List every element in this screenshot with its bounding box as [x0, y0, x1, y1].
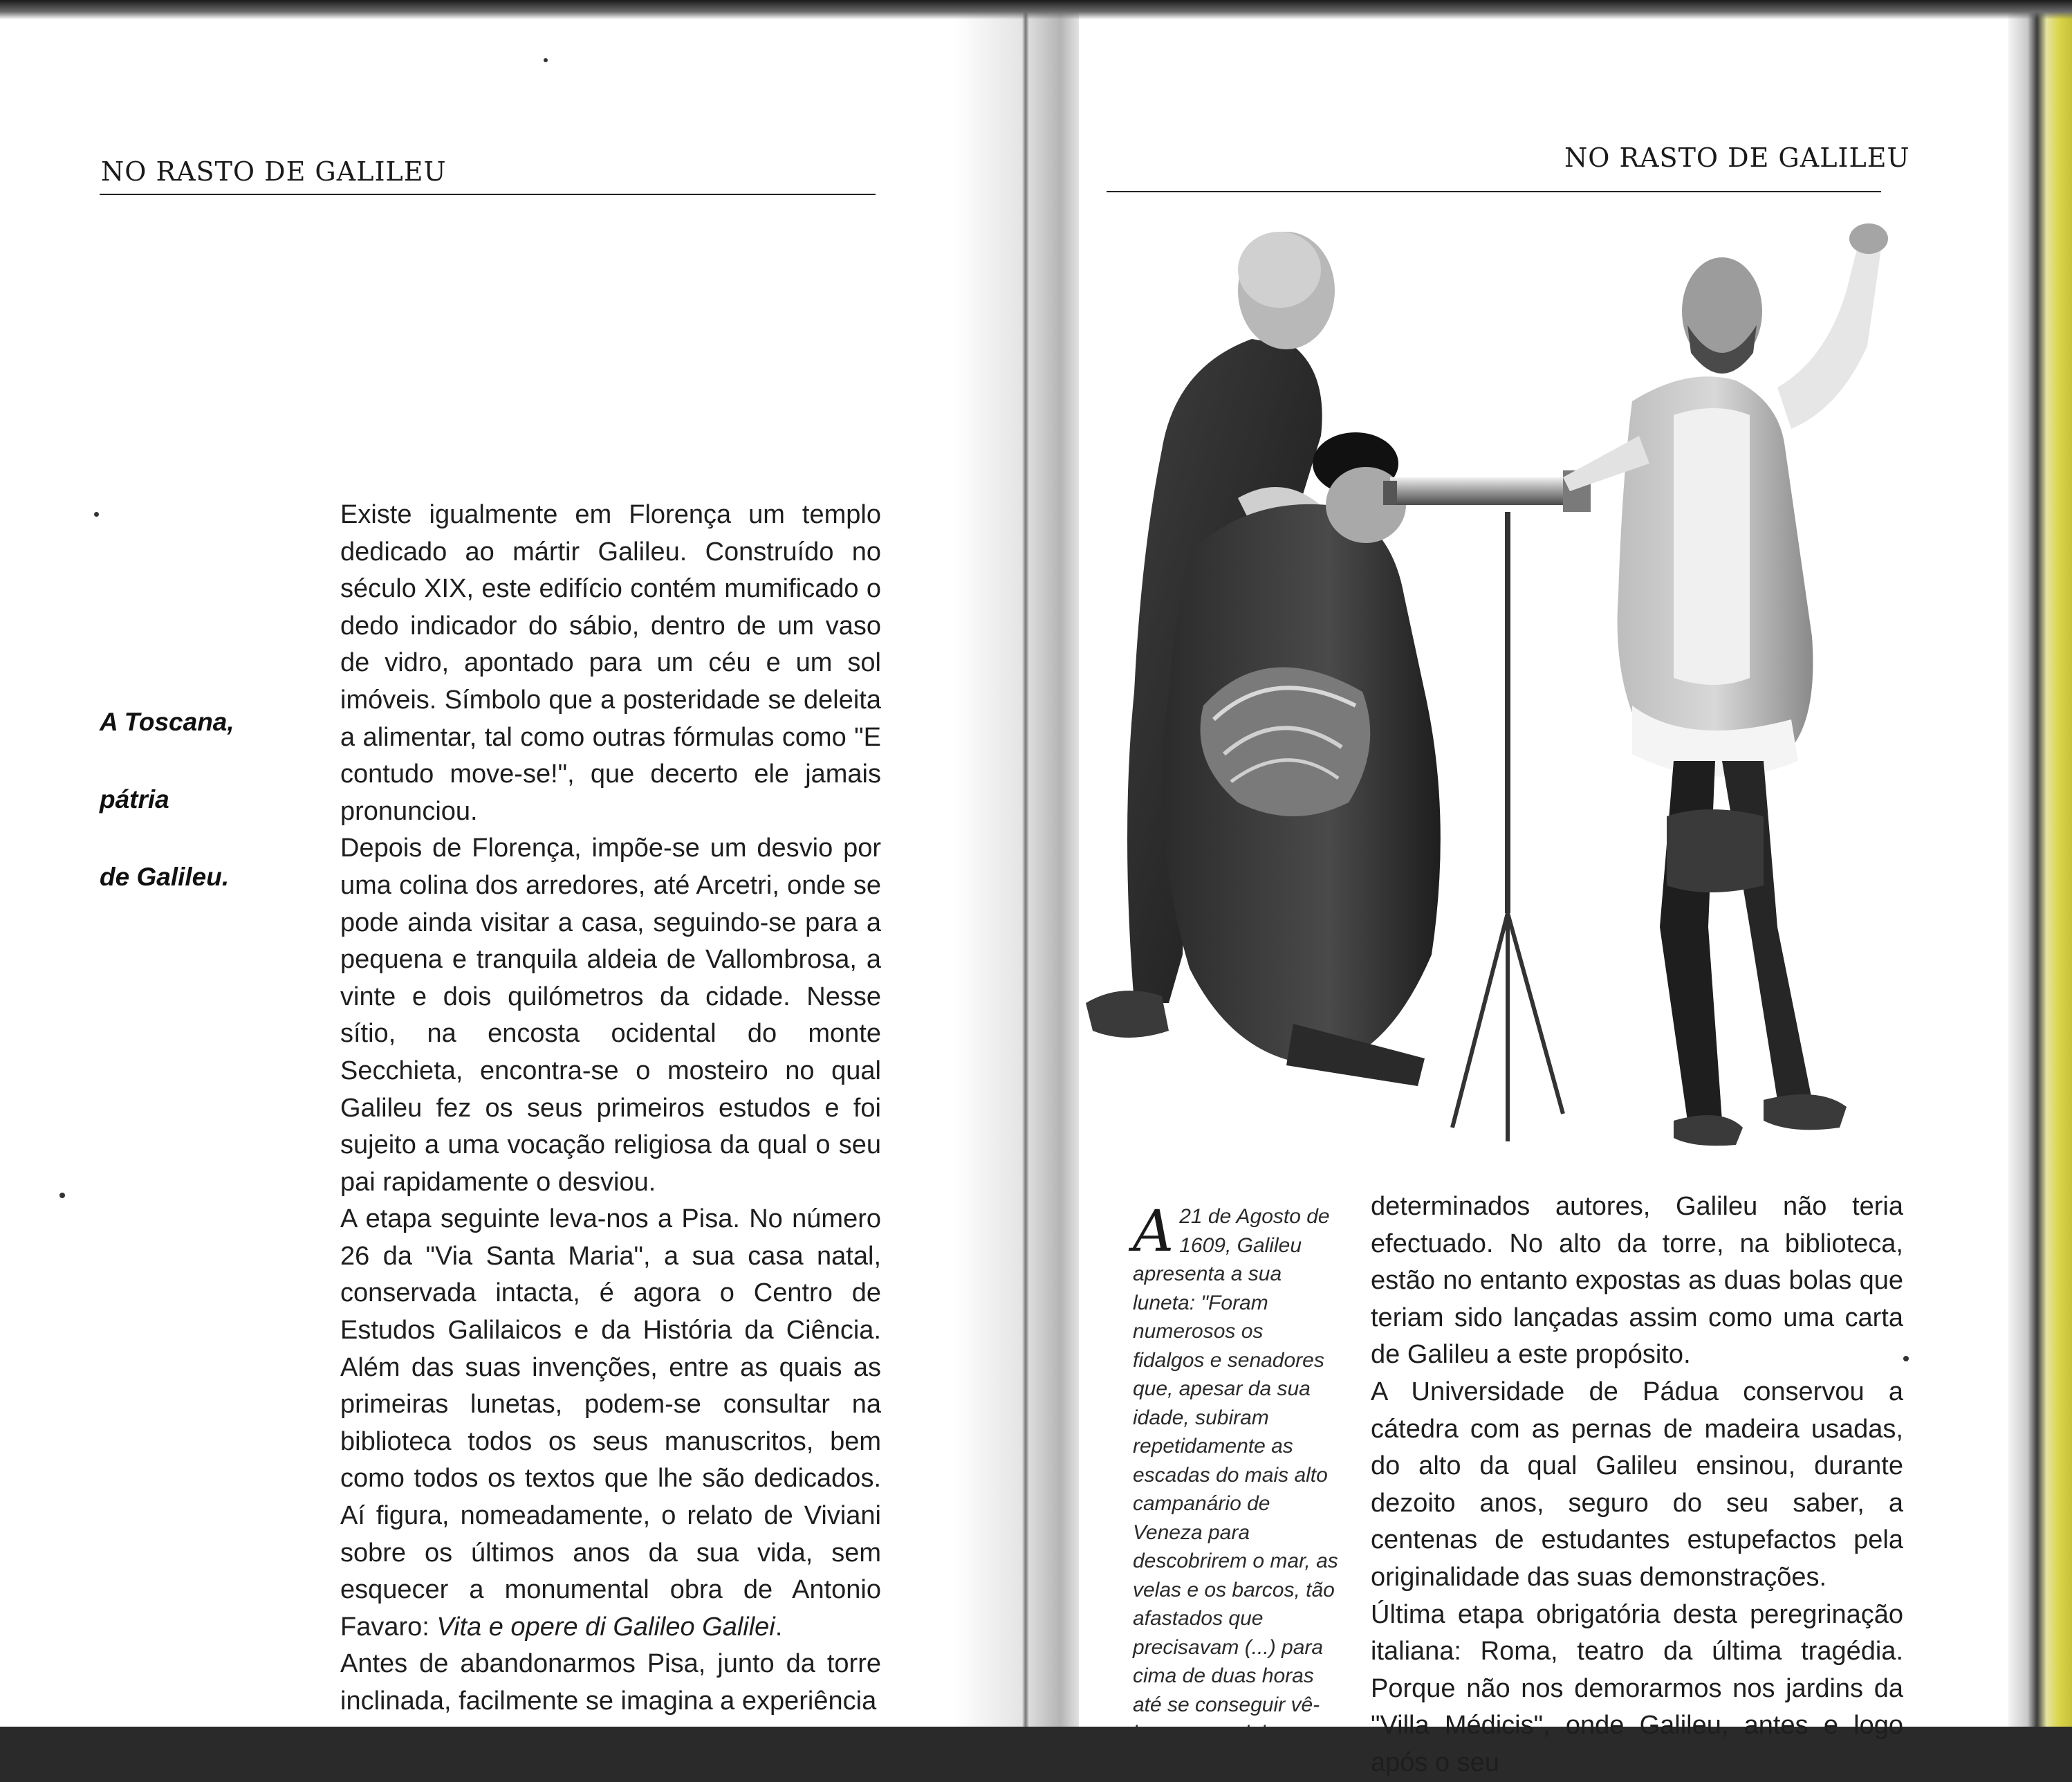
- sidebar-heading: [100, 683, 279, 916]
- paragraph: Existe igualmente em Florença um templo dedicado ao mártir Galileu. Construído no século XIX, este edifício contém mumificado o dedo indicador do sábio, dentro de um vaso de vidro, apontado para um céu e um sol imóveis. Símbolo que a posteridade se deleita a alimentar, tal como outras fórmulas como "E contudo move-se!", que decerto ele jamais pronunciou.: [340, 500, 881, 826]
- top-shadow: [0, 0, 2072, 19]
- header-rule-right: [1107, 191, 1881, 192]
- paragraph: determinados autores, Galileu não teria efectuado. No alto da torre, na biblioteca, estão no entanto expostas as duas bolas que teriam sido lançadas assim como uma carta de Galileu a este propósito.: [1371, 1192, 1903, 1370]
- paragraph: A Universidade de Pádua conservou a cátedra com as pernas de madeira usadas, do alto da qual Galileu ensinou, durante dezoito anos, seguro do seu saber, a centenas de estudantes estupefactos pela originalidade das suas demonstrações.: [1371, 1377, 1903, 1592]
- dust-speck: [544, 58, 548, 62]
- running-head-right: NO RASTO DE GALILEU: [1564, 143, 1910, 173]
- header-rule-left: [100, 194, 876, 195]
- caption-drop-cap: A: [1133, 1199, 1174, 1265]
- book-gutter: [954, 0, 1079, 1727]
- paragraph: Antes de abandonarmos Pisa, junto da torre inclinada, facilmente se imagina a experiência: [340, 1649, 881, 1716]
- sidebar-line: de Galileu.: [100, 863, 230, 891]
- page-edge: [2008, 0, 2072, 1727]
- dust-speck: [59, 1193, 65, 1198]
- book-title: Vita e opere di Galileo Galilei: [436, 1612, 775, 1642]
- paragraph: Última etapa obrigatória desta peregrinação italiana: Roma, teatro da última tragédia. Porque não nos demorarmos nos jardins da "Villa Médicis", onde Galileu, antes e logo após o seu: [1371, 1599, 1903, 1777]
- main-text-column: [340, 497, 881, 1720]
- image-caption: [1133, 1199, 1340, 1776]
- dust-speck: [94, 512, 99, 517]
- paragraph-text: A etapa seguinte leva-nos a Pisa. No número 26 da "Via Santa Maria", a sua casa natal, conservada intacta, é agora o Centro de Estudos Galilaicos e da História da Ciência. Além das suas invenções, entre as quais as primeiras lunetas, podem-se consultar na biblioteca todos os seus manuscritos, bem como todos os textos que lhe são dedicados. Aí figura, nomeadamente, o relato de Viviani sobre os últimos anos da sua vida, sem esquecer a monumental obra de Antonio Favaro:: [340, 1204, 881, 1642]
- right-text-column: [1371, 1188, 1903, 1782]
- dust-speck: [1903, 1356, 1909, 1361]
- paragraph: Depois de Florença, impõe-se um desvio por uma colina dos arredores, até Arcetri, onde se pode ainda visitar a casa, seguindo-se para a pequena e tranquila aldeia de Vallombrosa, a vinte e dois quilómetros da cidade. Nesse sítio, na encosta ocidental do monte Secchieta, encontra-se o mosteiro no qual Galileu fez os seus primeiros estudos e foi sujeito a uma vocação religiosa da qual o seu pai rapidamente o desviou.: [340, 834, 881, 1197]
- gutter-seam: [1022, 0, 1029, 1727]
- sidebar-line: A Toscana,: [100, 708, 234, 736]
- galileo-telescope-illustration: [1065, 208, 1930, 1162]
- sidebar-line: pátria: [100, 785, 169, 814]
- paragraph-end: .: [775, 1612, 783, 1642]
- galileo-figure: [1563, 223, 1888, 1146]
- running-head-left: NO RASTO DE GALILEU: [101, 156, 447, 187]
- paragraph: [340, 1201, 881, 1646]
- caption-text: 21 de Agosto de 1609, Galileu apresenta a sua luneta: "Foram numerosos os fidalgos e senadores que, apesar da sua idade, subiram repetidamente as escadas do mais alto campanário de Veneza para descobrirem o mar, as velas e os barcos, tão afastados que precisavam (...) para cima de duas horas até se conseguir vê-los sem a minha luneta".: [1133, 1205, 1338, 1774]
